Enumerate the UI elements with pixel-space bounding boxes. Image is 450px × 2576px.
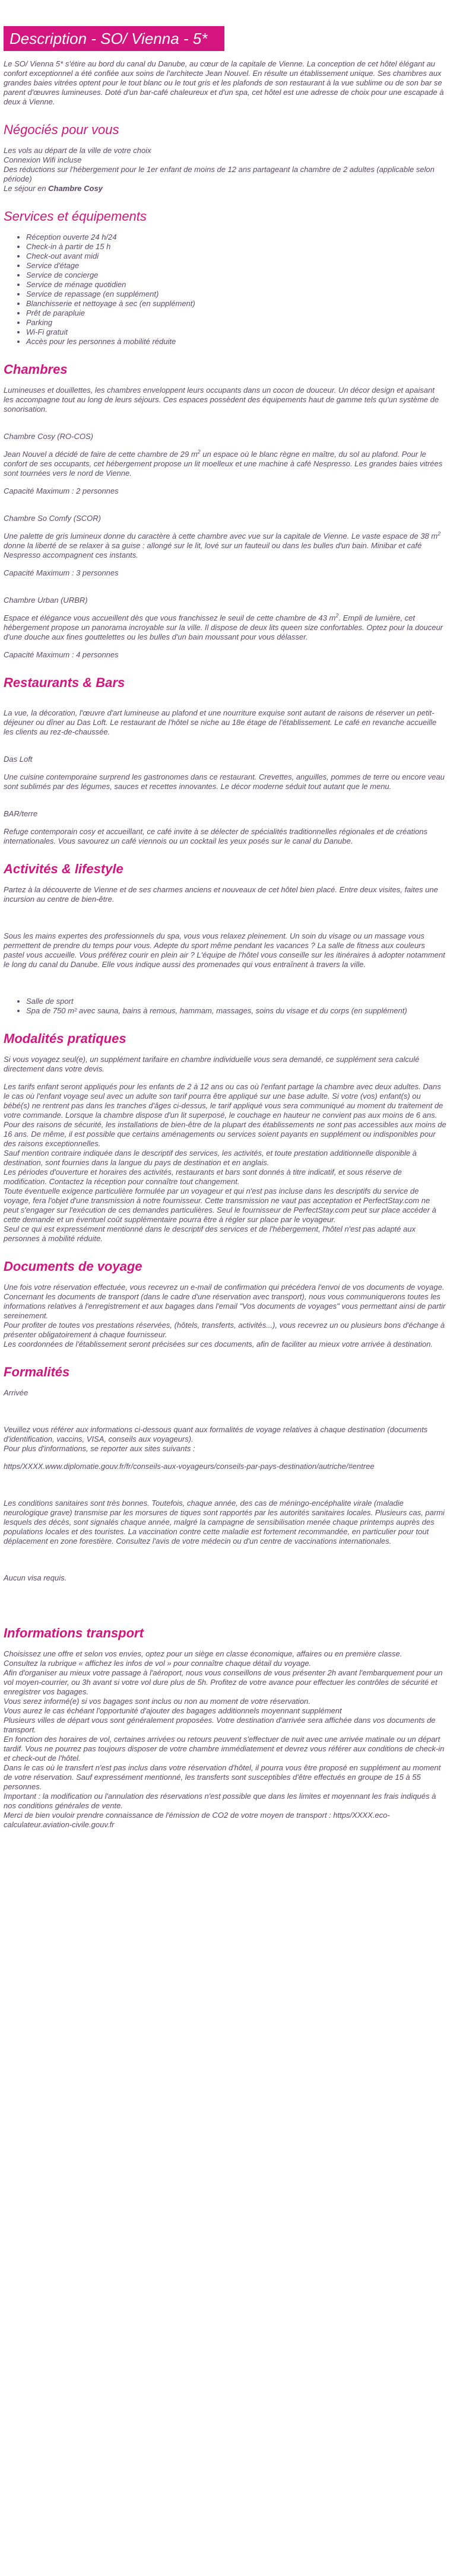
room-desc-part: un espace où le blanc règne en maître, du sol au plafond. Pour le confort de ses occupants, cet hébergement propose un lit moelleux et une machine à café Nespresso. Les grandes baies vitrées sont tournées vers le nord de Vienne. [4, 450, 443, 478]
list-item: • Salle de sport [26, 997, 446, 1006]
spacer [4, 1591, 446, 1601]
room-description [4, 450, 446, 478]
room-desc-part: Une palette de gris lumineux donne du caractère à cette chambre avec vue sur la capitale de Vienne. Le vaste espace de 38 m [4, 532, 438, 540]
spacer [4, 1406, 446, 1416]
room-name: Chambre So Comfy (SCOR) [4, 514, 101, 523]
spacer [4, 987, 446, 997]
activites-spa: Sous les mains expertes des professionnels du spa, vous vous relaxez pleinement. Un soin du visage ou un massage vous permettent de prendre du temps pour vous. Adepte du sport même pendant les vacances ? La salle de fitness aux couleurs pastel vous accueille. Vous préférez courir en plein air ? L'équipe de l'hôtel vous conseille sur les itinéraires à adopter notamment le long du canal du Danube. Elle vous indique aussi des promenades qui vous entraînent à travers la ville. [4, 931, 445, 969]
list-item: • Réception ouverte 24 h/24 [26, 233, 446, 242]
activites-intro: Partez à la découverte de Vienne et de ses charmes anciens et nouveaux de cet hôtel bien placé. Entre deux visites, faites une incursion au centre de bien-être. [4, 885, 438, 904]
spacer [4, 1416, 446, 1425]
modalites-line: Toute éventuelle exigence particulière formulée par un voyageur et qui n'est pas incluse dans les descriptifs du service de voyage, fera l'objet d'une transmission à notre fournisseur. Cette transmission ne vaut pas acceptation et PerfectStay.com ne peut s'engager sur l'exécution de ces demandes particulières. Seul le fournisseur de PerfectStay.com peut sur place accéder à cette demande et un éventuel coût supplémentaire pourra être à régler sur place par le voyageur. [4, 1187, 436, 1224]
spacer [4, 586, 446, 596]
sejour-prefix: Le séjour en [4, 184, 49, 193]
transport-line: Merci de bien vouloir prendre connaissance de l'émission de CO2 de votre moyen de transport : https/XXXX.eco-calculateur.aviation-civile.gouv.fr [4, 1811, 390, 1829]
room-desc-part: donne la liberté de se relaxer à sa guise : allongé sur le lit, lové sur un fauteuil ou dans les bulles d'un bain. Minibar et café Nespresso accompagnent ces instants. [4, 541, 422, 559]
modalites-line: Pour des raisons de sécurité, les installations de bien-être de la plupart des établissements ne sont pas accessibles aux moins de 16 ans. De même, il est possible que certains aménagements ou services soient payants en supplément ou indisponibles pour des raisons exceptionnelles. [4, 1120, 446, 1148]
spacer [4, 978, 446, 987]
room-capacity: Capacité Maximum : 3 personnes [4, 568, 119, 577]
documents-block [4, 1283, 446, 1349]
room-desc-part: Espace et élégance vous accueillent dès que vous franchissez le seuil de cette chambre de 43 m [4, 613, 336, 622]
services-list [4, 233, 446, 346]
formalites-info [4, 1425, 446, 1454]
description-banner: Description - SO/ Vienna - 5* [4, 26, 224, 51]
spacer [4, 922, 446, 931]
list-item: • Check-out avant midi [26, 252, 446, 261]
services-title: Services et équipements [4, 209, 147, 224]
spacer [4, 1564, 446, 1573]
transport-line: Plusieurs villes de départ vous sont généralement proposées. Votre destination d'arrivée sera affichée dans vos documents de transport. [4, 1716, 436, 1734]
list-item: • Spa de 750 m² avec sauna, bains à remous, hammam, massages, soins du visage et du corps (en supplément) [26, 1006, 446, 1016]
list-item: • Service de repassage (en supplément) [26, 290, 446, 299]
room-capacity: Capacité Maximum : 2 personnes [4, 486, 119, 495]
spacer [4, 699, 446, 708]
sejour-room: Chambre Cosy [48, 184, 103, 193]
transport-line: Vous aurez le cas échéant l'opportunité d'ajouter des bagages additionnels moyennant supplément [4, 1706, 342, 1715]
transport-title: Informations transport [4, 1626, 144, 1640]
spacer [4, 1489, 446, 1499]
spacer [4, 912, 446, 922]
documents-line: Une fois votre réservation effectuée, vous recevrez un e-mail de confirmation qui précédera l'envoi de vos documents de voyage. [4, 1283, 445, 1292]
list-item: • Parking [26, 318, 446, 327]
spacer [4, 745, 446, 755]
modalites-intro: Si vous voyagez seul(e), un supplément tarifaire en chambre individuelle vous sera demandé, ce supplément sera calculé directement dans votre devis. [4, 1055, 420, 1073]
modalites-line: Les périodes d'ouverture et horaires des activités, restaurants et bars sont donnés à titre indicatif, et sous réserve de modification. Contactez la réception pour connaître tout changement. [4, 1168, 402, 1186]
spacer [4, 504, 446, 514]
negocies-line: Des réductions sur l'hébergement pour le 1er enfant de moins de 12 ans partageant la chambre de 2 adultes (applicable selon période) [4, 165, 435, 183]
spacer [4, 1480, 446, 1489]
room-desc-part: Jean Nouvel a décidé de faire de cette chambre de 29 m [4, 450, 198, 459]
venue-description: Une cuisine contemporaine surprend les gastronomes dans ce restaurant. Crevettes, anguilles, pommes de terre ou encore veau sont sublimés par des légumes, sauces et recettes innovantes. Le décor moderne séduit tout autant que le menu. [4, 772, 445, 791]
chambres-intro: Lumineuses et douillettes, les chambres enveloppent leurs occupants dans un cocon de douceur. Un décor design et apaisant les accompagne tout au long de leurs séjours. Ces espaces possèdent des équipements haut de gamme tels qu'un système de sonorisation. [4, 386, 439, 414]
description-intro: Le SO/ Vienna 5* s'étire au bord du canal du Danube, au cœur de la capitale de Vienne. La conception de cet hôtel élégant au confort exceptionnel a été confiée aux soins de l'architecte Jean Nouvel. En résulte un établissement unique. Ses chambres aux grandes baies vitrées optent pour le tout blanc ou le tout gris et les plafonds de son restaurant à la vue sublime ou de son bar se parent d'œuvres lumineuses. Doté d'un bar-café chaleureux et d'un spa, cet hôtel est une adresse de choix pour une escapade à deux à Vienne. [4, 59, 444, 106]
modalites-line: Les tarifs enfant seront appliqués pour les enfants de 2 à 12 ans ou cas où l'enfant partage la chambre avec deux adultes. Dans le cas où l'enfant voyage seul avec un adulte son tarif pourra être appliqué sur une base adulte. Si votre (vos) enfant(s) ou bébé(s) ne rentrent pas dans les tranches d'âges ci-dessus, le tarif appliqué vous sera communiqué au moment du traitement de votre commande. Lorsque la chambre dispose d'un lit superposé, le couchage en hauteur ne convient pas aux moins de 6 ans. [4, 1082, 443, 1120]
modalites-title: Modalités pratiques [4, 1031, 126, 1046]
transport-block [4, 1649, 446, 1830]
list-item: • Service de concierge [26, 271, 446, 280]
activites-list [4, 997, 446, 1016]
transport-line: Consultez la rubrique « affichez les infos de vol » pour connaître chaque détail du voyage. [4, 1659, 312, 1668]
transport-line: Choisissez une offre et selon vos envies, optez pour un siège en classe économique, affaires ou en première classe. [4, 1649, 403, 1658]
venue-name: Das Loft [4, 755, 33, 764]
formalites-sanitaire: Les conditions sanitaires sont très bonnes. Toutefois, chaque année, des cas de méningo-encéphalite virale (maladie neurologique grave) transmise par les morsures de tiques sont rapportés par les autorités sanitaires locales. Plusieurs cas, parmi lesquels des décès, sont signalés chaque année, malgré la campagne de sensibilisation menée chaque printemps auprès des populations locales et des touristes. La vaccination contre cette maladie est fortement recommandée, en particulier pour tout déplacement en zone forestière. Consultez l'avis de votre médecin ou d'un centre de vaccinations internationales. [4, 1499, 445, 1545]
transport-line: Important : la modification ou l'annulation des réservations n'est possible que dans les limites et moyennant les frais indiqués à nos conditions générales de vente. [4, 1792, 436, 1810]
venue-description: La vue, la décoration, l'œuvre d'art lumineuse au plafond et une nourriture exquise sont autant de raisons de réserver un petit-déjeuner ou dîner au Das Loft. Le restaurant de l'hôtel se niche au 18e étage de l'établissement. Le café en revanche accueille les clients au rez-de-chaussée. [4, 708, 437, 736]
documents-line: Les coordonnées de l'établissement seront précisées sur ces documents, afin de faciliter au mieux votre arrivée à destination. [4, 1340, 433, 1349]
list-item: • Accès pour les personnes à mobilité réduite [26, 337, 446, 346]
activites-title: Activités & lifestyle [4, 861, 123, 876]
room-desc-sup: 2 [438, 530, 441, 537]
venue-name: BAR/terre [4, 809, 38, 818]
room-desc-sup: 2 [197, 449, 201, 455]
spacer [4, 1601, 446, 1610]
formalites-title: Formalités [4, 1365, 70, 1379]
page [0, 26, 450, 1830]
list-item: • Service de ménage quotidien [26, 280, 446, 290]
chambres-title: Chambres [4, 362, 68, 377]
formalites-info-line: Veuillez vous référer aux informations ci-dessous quant aux formalités de voyage relatives à chaque destination (documents d'identification, vaccins, VISA, conseils aux voyageurs). [4, 1425, 428, 1443]
list-item: • Wi-Fi gratuit [26, 327, 446, 337]
negocies-block [4, 146, 446, 193]
negocies-sejour [4, 184, 446, 193]
list-item: • Blanchisserie et nettoyage à sec (en supplément) [26, 299, 446, 309]
documents-line: Concernant les documents de transport (dans le cadre d'une réservation avec transport), nous vous communiquerons toutes les informations relatives à l'enregistrement et aux bagages dans l'email "Vos documents de voyages" vous permettant ainsi de partir sereinement. [4, 1292, 446, 1320]
formalites-info-line: Pour plus d'informations, se reporter aux sites suivants : [4, 1444, 195, 1453]
documents-title: Documents de voyage [4, 1259, 142, 1274]
spacer [4, 800, 446, 809]
room-desc-part: . Empli de lumière, cet hébergement propose un panorama incroyable sur la ville. Il dispose de deux lits queen size confortables. Optez pour la douceur d'une douche aux fines gouttelettes ou les bulles d'un bain moussant pour vous délasser. [4, 613, 443, 641]
room-desc-sup: 2 [335, 612, 339, 619]
spacer [4, 1554, 446, 1564]
spacer [4, 422, 446, 432]
room-description [4, 613, 446, 642]
modalites-block [4, 1082, 446, 1244]
transport-line: Afin d'organiser au mieux votre passage à l'aéroport, nous vous conseillons de vous présenter 2h avant l'embarquement pour un vol moyen-courrier, ou 3h avant si votre vol dure plus de 5h. Profitez de votre avance pour effectuer les contrôles de sécurité et enregistrer vos bagages. [4, 1668, 443, 1696]
negocies-line: Les vols au départ de la ville de votre choix [4, 146, 151, 155]
formalites-visa: Aucun visa requis. [4, 1573, 67, 1582]
transport-line: Dans le cas où le transfert n'est pas inclus dans votre réservation d'hôtel, il pourra vous être proposé en supplément au moment de votre réservation. Sauf expressément mentionné, les transferts sont susceptibles d'être effectués en groupe de 15 à 55 personnes. [4, 1763, 441, 1791]
negocies-line: Connexion Wifi incluse [4, 155, 82, 164]
room-name: Chambre Urban (URBR) [4, 596, 88, 605]
list-item: • Check-in à partir de 15 h [26, 242, 446, 252]
room-description [4, 532, 446, 560]
negocies-title: Négociés pour vous [4, 122, 119, 137]
venue-description: Refuge contemporain cosy et accueillant, ce café invite à se délecter de spécialités traditionnelles régionales et de créations internationales. Vous savourez un café viennois ou un cocktail les yeux posés sur le canal du Danube. [4, 827, 427, 845]
transport-line: Vous serez informé(e) si vos bagages sont inclus ou non au moment de votre réservation. [4, 1697, 310, 1706]
list-item: • Service d'étage [26, 261, 446, 271]
list-item: • Prêt de parapluie [26, 309, 446, 318]
formalites-arrivee: Arrivée [4, 1388, 28, 1397]
room-name: Chambre Cosy (RO-COS) [4, 432, 93, 441]
documents-line: Pour profiter de toutes vos prestations réservées, (hôtels, transferts, activités...), vous recevrez un ou plusieurs bons d'échange à présenter obligatoirement à chaque fournisseur. [4, 1321, 445, 1339]
modalites-line: Sauf mention contraire indiquée dans le descriptif des services, les activités, et toute prestation additionnelle disponible à destination, sont fournies dans la langue du pays de destination et en anglais. [4, 1149, 417, 1167]
modalites-line: Seul ce qui est expressément mentionné dans le descriptif des services et de l'hébergement, l'hôtel n'est pas adapté aux personnes à mobilité réduite. [4, 1225, 416, 1243]
room-capacity: Capacité Maximum : 4 personnes [4, 650, 119, 659]
transport-line: En fonction des horaires de vol, certaines arrivées ou retours peuvent s'effectuer de nuit avec une arrivée matinale ou un départ tardif. Vous ne pourrez pas toujours disposer de votre chambre immédiatement et devrez vous référer aux conditions de check-in et check-out de l'hôtel. [4, 1735, 445, 1763]
restaurants-title: Restaurants & Bars [4, 675, 125, 690]
formalites-link[interactable]: https/XXXX.www.diplomatie.gouv.fr/fr/conseils-aux-voyageurs/conseils-par-pays-destination/autriche/#entree [4, 1462, 375, 1471]
